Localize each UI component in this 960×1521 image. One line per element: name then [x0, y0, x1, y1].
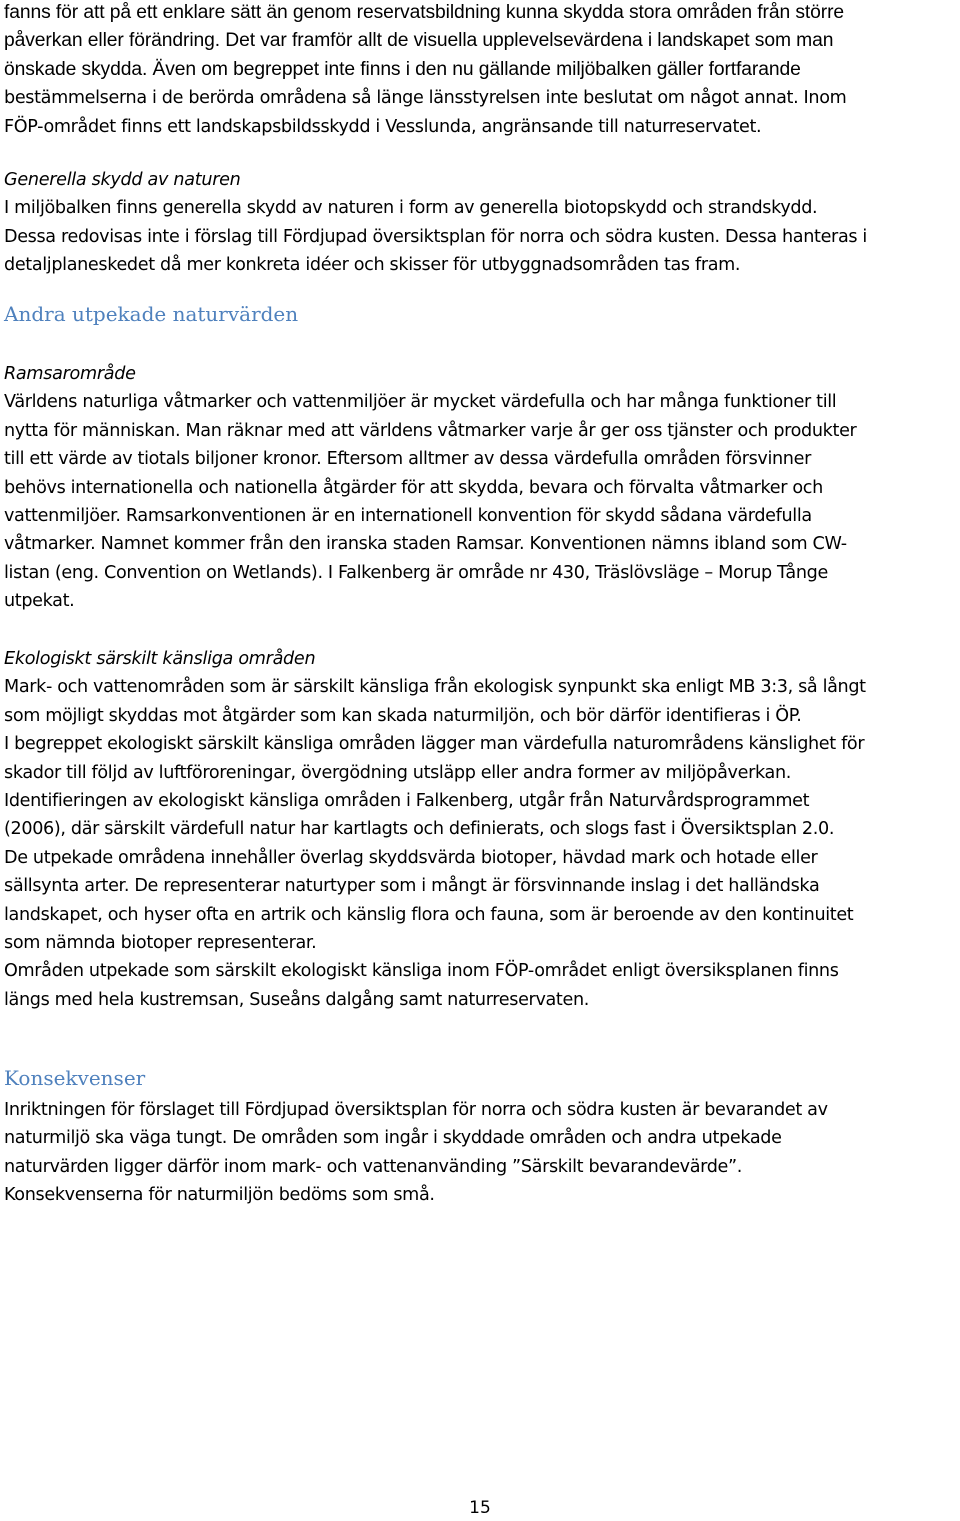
ekologiskt-line: Mark- och vattenområden som är särskilt känsliga från ekologisk synpunkt ska enligt MB 3:3, så långt — [4, 677, 866, 698]
ekologiskt-line: Områden utpekade som särskilt ekologiskt känsliga inom FÖP-området enligt översiksplanen finns — [4, 961, 839, 982]
ekologiskt-line: I begreppet ekologiskt särskilt känsliga områden lägger man värdefulla naturområdens känslighet för — [4, 734, 865, 755]
intro-line: bestämmelserna i de berörda områdena så länge länsstyrelsen inte beslutat om något annat. Inom — [4, 88, 847, 109]
section-heading-andra: Andra utpekade naturvärden — [4, 302, 299, 326]
ramsar-line: behövs internationella och nationella åtgärder för att skydda, bevara och förvalta våtmarker och — [4, 477, 823, 498]
ramsar-section — [4, 360, 856, 616]
generella-line: Dessa redovisas inte i förslag till Fördjupad översiktsplan för norra och södra kusten. Dessa hanteras i — [4, 226, 867, 247]
ekologiskt-line: som möjligt skyddas mot åtgärder som kan skada naturmiljön, och bör därför identifieras i ÖP. — [4, 705, 802, 726]
ramsar-line: utpekat. — [4, 591, 75, 612]
ekologiskt-line: längs med hela kustremsan, Suseåns dalgång samt naturreservaten. — [4, 989, 589, 1010]
konsekvenser-line: naturvärden ligger därför inom mark- och vattenanvänding ”Särskilt bevarandevärde”. — [4, 1156, 743, 1177]
ramsar-line: Världens naturliga våtmarker och vattenmiljöer är mycket värdefulla och har många funktioner till — [4, 392, 837, 413]
ramsar-line: nytta för människan. Man räknar med att världens våtmarker varje år ger oss tjänster och produkter — [4, 420, 857, 441]
intro-line: FÖP-området finns ett landskapsbildsskydd i Vesslunda, angränsande till naturreservatet. — [4, 116, 762, 137]
intro-line: önskade skydda. Även om begreppet inte finns i den nu gällande miljöbalken gäller fortfarande — [4, 58, 801, 80]
ekologiskt-line: (2006), där särskilt värdefull natur har kartlagts och definierats, och slogs fast i Översiktsplan 2.0. — [4, 819, 835, 840]
generella-line: I miljöbalken finns generella skydd av naturen i form av generella biotopskydd och strandskydd. — [4, 198, 818, 219]
ekologiskt-line: som nämnda biotoper representerar. — [4, 932, 317, 953]
konsekvenser-line: Inriktningen för förslaget till Fördjupad översiktsplan för norra och södra kusten är bevarandet av — [4, 1100, 828, 1120]
ekologiskt-line: sällsynta arter. De representerar naturtyper som i mångt är försvinnande inslag i det halländska — [4, 876, 820, 897]
generella-section — [4, 166, 867, 280]
ekologiskt-line: skador till följd av luftföroreningar, övergödning utsläpp eller andra former av miljöpåverkan. — [4, 762, 791, 783]
generella-title: Generella skydd av naturen — [4, 170, 241, 190]
ekologiskt-section — [4, 645, 866, 1014]
ramsar-line: till ett värde av tiotals biljoner kronor. Eftersom alltmer av dessa värdefulla områden försvinner — [4, 449, 811, 470]
intro-paragraph — [4, 0, 846, 141]
intro-line: påverkan eller förändring. Det var framför allt de visuella upplevelsevärdena i landskapet som man — [4, 30, 834, 52]
ramsar-line: vattenmiljöer. Ramsarkonventionen är en internationell konvention för skydd sådana värdefulla — [4, 505, 812, 526]
ramsar-line: våtmarker. Namnet kommer från den iranska staden Ramsar. Konventionen nämns ibland som CW- — [4, 534, 847, 555]
ekologiskt-line: Identifieringen av ekologiskt känsliga områden i Falkenberg, utgår från Naturvårdsprogrammet — [4, 790, 810, 811]
section-heading-konsekvenser: Konsekvenser — [4, 1066, 146, 1090]
ramsar-line: listan (eng. Convention on Wetlands). I Falkenberg är område nr 430, Träslövsläge – Morup Tånge — [4, 562, 828, 583]
intro-line: fanns för att på ett enklare sätt än genom reservatsbildning kunna skydda stora områden från större — [4, 2, 845, 23]
ekologiskt-title: Ekologiskt särskilt känsliga områden — [4, 649, 316, 669]
konsekvenser-line: Konsekvenserna för naturmiljön bedöms som små. — [4, 1185, 435, 1206]
ramsar-title: Ramsarområde — [4, 364, 136, 384]
konsekvenser-line: naturmiljö ska väga tungt. De områden som ingår i skyddade områden och andra utpekade — [4, 1128, 782, 1149]
page-number: 15 — [469, 1498, 491, 1518]
konsekvenser-section — [4, 1096, 828, 1210]
generella-line: detaljplaneskedet då mer konkreta idéer och skisser för utbyggnadsområden tas fram. — [4, 255, 741, 276]
ekologiskt-line: De utpekade områdena innehåller överlag skyddsvärda biotoper, hävdad mark och hotade eller — [4, 847, 818, 868]
ekologiskt-line: landskapet, och hyser ofta en artrik och känslig flora och fauna, som är beroende av den kontinuitet — [4, 904, 854, 925]
